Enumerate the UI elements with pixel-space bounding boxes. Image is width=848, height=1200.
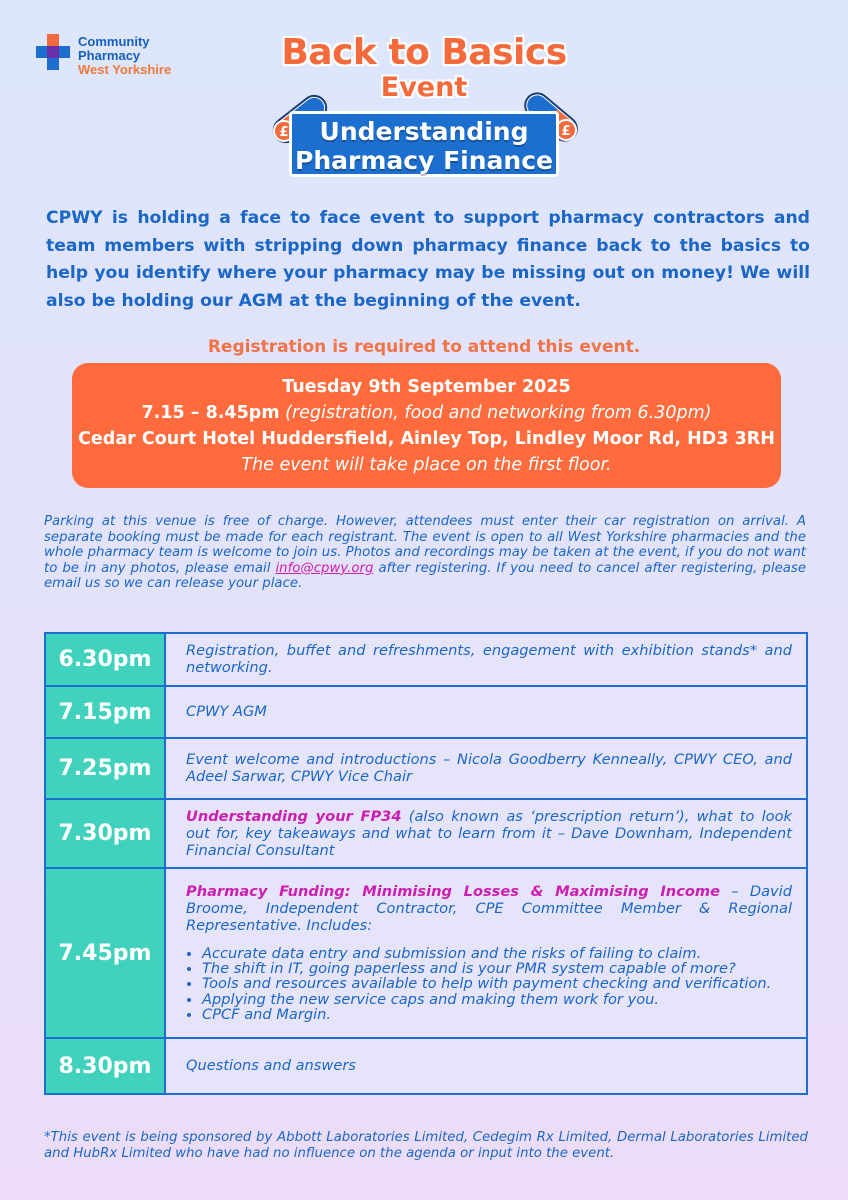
table-row — [46, 634, 806, 687]
event-time: 7.15 – 8.45pm — [141, 403, 280, 423]
schedule-text: (also known as ‘prescription return’), what to look out for, key takeaways and what to learn from it – Dave Downham, Independent Financial Consultant — [186, 807, 792, 859]
schedule-description — [169, 800, 806, 867]
schedule-text: Registration, buffet and refreshments, engagement with exhibition stands* and networking. — [186, 642, 792, 676]
schedule-text: CPWY AGM — [186, 703, 267, 720]
pound-symbol-left: £ — [279, 125, 289, 140]
parking-info — [44, 514, 806, 592]
list-item: • Applying the new service caps and making them work for you. — [202, 992, 792, 1007]
email-link[interactable]: info@cpwy.org — [275, 560, 374, 576]
intro-paragraph: CPWY is holding a face to face event to support pharmacy contractors and team members with stripping down pharmacy finance back to the basics to help you identify where your pharmacy may be missing out on money! We will also be holding our AGM at the beginning of the event. — [46, 208, 810, 311]
schedule-text: – David Broome, Independent Contractor, CPE Committee Member & Regional Representative. Includes: — [186, 882, 792, 934]
list-item: • The shift in IT, going paperless and is your PMR system capable of more? — [202, 961, 792, 976]
list-item: • Accurate data entry and submission and the risks of failing to claim. — [202, 946, 792, 961]
table-row — [46, 739, 806, 800]
event-floor-note: The event will take place on the first floor. — [241, 455, 612, 475]
schedule-description — [169, 1039, 806, 1093]
event-time-line — [72, 400, 781, 426]
schedule-text: Questions and answers — [186, 1057, 356, 1074]
parking-text-after: after registering. If you need to cancel after registering, please email us so we can release your place. — [44, 560, 807, 592]
event-date: Tuesday 9th September 2025 — [282, 377, 571, 397]
parking-text-before: Parking at this venue is free of charge. However, attendees must enter their car registration on arrival. A separate booking must be made for each registrant. The event is open to all West Yorkshire pharmacies and the whole pharmacy team is welcome to join us. Photos and recordings may be taken at the event, if you do not want to be in any photos, please email — [44, 514, 806, 576]
schedule-description — [169, 634, 806, 685]
pound-symbol-right: £ — [561, 124, 571, 139]
logo-text-community: Community — [78, 34, 150, 49]
schedule-description — [169, 687, 806, 737]
table-row — [46, 687, 806, 739]
title-banner — [289, 111, 559, 177]
schedule-time: 7.25pm — [46, 739, 166, 798]
title-back-to-basics: Back to Basics — [281, 32, 567, 73]
schedule-text: Event welcome and introductions – Nicola Goodberry Kenneally, CPWY CEO, and Adeel Sarwar, CPWY Vice Chair — [186, 751, 792, 785]
banner-line-2: Pharmacy Finance — [295, 146, 553, 175]
banner-line-1: Understanding — [319, 117, 529, 146]
event-details-box — [72, 363, 781, 488]
registration-note: Registration is required to attend this event. — [207, 337, 641, 357]
schedule-time: 8.30pm — [46, 1039, 166, 1093]
schedule-description — [169, 869, 806, 1037]
includes-list — [186, 946, 792, 1022]
table-row — [46, 869, 806, 1039]
list-item: • Tools and resources available to help with payment checking and verification. — [202, 976, 792, 991]
table-row — [46, 1039, 806, 1093]
event-venue: Cedar Court Hotel Huddersfield, Ainley Top, Lindley Moor Rd, HD3 3RH — [78, 429, 775, 449]
schedule-time: 6.30pm — [46, 634, 166, 685]
event-time-note: (registration, food and networking from 6.30pm) — [279, 403, 712, 423]
title-event: Event — [380, 72, 468, 103]
sponsor-note: *This event is being sponsored by Abbott Laboratories Limited, Cedegim Rx Limited, Dermal Laboratories Limited and HubRx Limited who have had no influence on the agenda or input into the event. — [44, 1130, 808, 1161]
schedule-time: 7.30pm — [46, 800, 166, 867]
logo-text-pharmacy: Pharmacy — [78, 48, 141, 63]
schedule-highlight: Understanding your FP34 — [186, 807, 402, 825]
table-row — [46, 800, 806, 869]
schedule-time: 7.45pm — [46, 869, 166, 1037]
schedule-time: 7.15pm — [46, 687, 166, 737]
schedule-description — [169, 739, 806, 798]
schedule-table — [44, 632, 808, 1095]
list-item: • CPCF and Margin. — [202, 1007, 792, 1022]
logo-text-region: West Yorkshire — [78, 62, 172, 77]
schedule-highlight: Pharmacy Funding: Minimising Losses & Maximising Income — [186, 882, 720, 900]
